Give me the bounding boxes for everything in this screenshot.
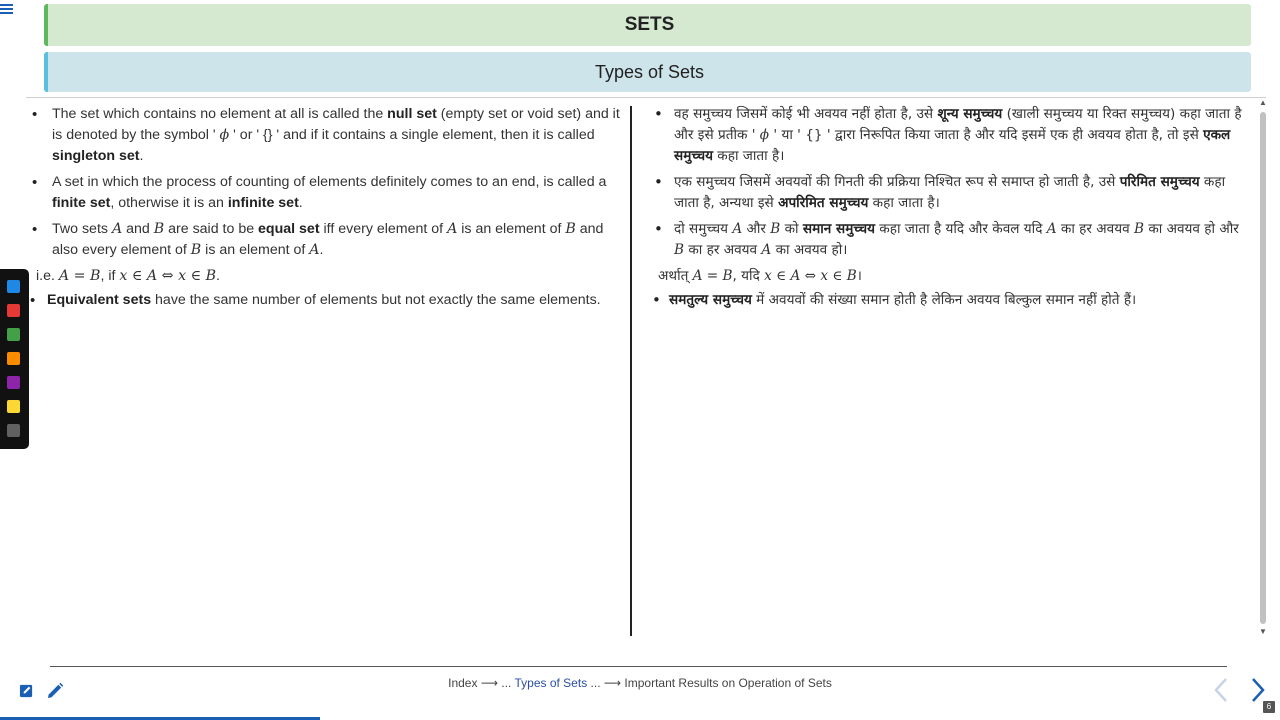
breadcrumb-current[interactable]: Types of Sets bbox=[514, 676, 588, 690]
list-item-equal-set-hindi: • दो समुच्चय A और B को समान समुच्चय कहा जाता है यदि और केवल यदि A का हर अवयव B का अवयव हो और B का हर अवयव A का अवयव हो। bbox=[652, 219, 1246, 261]
color-swatch-gray[interactable] bbox=[7, 424, 20, 437]
list-item-equal-set: • Two sets A and B are said to be equal set iff every element of A is an element of B and also every element of B is an element of A. bbox=[30, 219, 622, 261]
breadcrumb: Index ⟶ ... Types of Sets ... ⟶ Important Results on Operation of Sets bbox=[448, 676, 832, 690]
color-swatch-red[interactable] bbox=[7, 304, 20, 317]
breadcrumb-arrow-icon-2: ⟶ bbox=[603, 676, 622, 690]
breadcrumb-next[interactable]: Important Results on Operation of Sets bbox=[624, 676, 832, 690]
english-list-2 bbox=[30, 290, 622, 311]
color-swatch-yellow[interactable] bbox=[7, 400, 20, 413]
previous-slide-arrow-icon[interactable] bbox=[1210, 676, 1232, 704]
next-slide-arrow-icon[interactable] bbox=[1247, 676, 1269, 704]
color-swatch-green[interactable] bbox=[7, 328, 20, 341]
menu-icon[interactable] bbox=[0, 2, 14, 16]
page-title-text: SETS bbox=[624, 14, 675, 35]
color-swatch-orange[interactable] bbox=[7, 352, 20, 365]
column-divider bbox=[630, 106, 632, 636]
page-title bbox=[44, 4, 1251, 46]
footer-rule bbox=[50, 666, 1227, 667]
hindi-list bbox=[652, 104, 1246, 261]
hindi-column bbox=[652, 104, 1246, 316]
list-item-null-set-hindi: • वह समुच्चय जिसमें कोई भी अवयव नहीं होता है, उसे शून्य समुच्चय (खाली समुच्चय या रिक्त समुच्चय) कहा जाता है और इसे प्रतीक ' ϕ ' या ' {} ' द्वारा निरूपित किया जाता है और यदि इसमें एक ही अवयव होता है, तो इसे एकल समुच्चय कहा जाता है। bbox=[652, 104, 1246, 167]
page-number-badge: 6 bbox=[1263, 701, 1275, 713]
list-item-equivalent-sets-hindi: • समतुल्य समुच्चय में अवयवों की संख्या समान होती है लेकिन अवयव बिल्कुल समान नहीं होते हैं। bbox=[652, 290, 1246, 311]
list-item-equivalent-sets: • Equivalent sets have the same number of elements but not exactly the same elements. bbox=[30, 290, 622, 311]
list-item-null-set: • The set which contains no element at all is called the null set (empty set or void set) and it is denoted by the symbol ' ϕ ' or ' {} ' and if it contains a single element, then it is called singleton set. bbox=[30, 104, 622, 167]
edit-note-icon[interactable] bbox=[19, 683, 34, 698]
list-item-finite-set-hindi: • एक समुच्चय जिसमें अवयवों की गिनती की प्रक्रिया निश्चित रूप से समाप्त हो जाती है, उसे परिमित समुच्चय कहा जाता है, अन्यथा इसे अपरिमित समुच्चय कहा जाता है। bbox=[652, 172, 1246, 214]
english-list bbox=[30, 104, 622, 261]
breadcrumb-arrow-icon: ⟶ bbox=[480, 676, 499, 690]
equal-set-condition: i.e. A = B, if x ∈ A ⇔ x ∈ B. bbox=[36, 268, 220, 284]
scrollbar-thumb[interactable] bbox=[1260, 112, 1266, 624]
scroll-down-arrow-icon[interactable]: ▼ bbox=[1259, 627, 1267, 636]
scroll-up-arrow-icon[interactable]: ▲ bbox=[1259, 98, 1267, 107]
color-swatch-blue[interactable] bbox=[7, 280, 20, 293]
section-title-text: Types of Sets bbox=[594, 61, 705, 82]
english-column bbox=[30, 104, 622, 316]
equal-set-condition-hindi: अर्थात् A = B, यदि x ∈ A ⇔ x ∈ B। bbox=[658, 268, 862, 284]
breadcrumb-index[interactable]: Index bbox=[448, 676, 478, 690]
pencil-icon[interactable] bbox=[45, 681, 65, 701]
color-palette bbox=[0, 269, 29, 449]
content-top-rule bbox=[26, 97, 1266, 98]
section-title bbox=[44, 52, 1251, 92]
list-item-finite-set: • A set in which the process of counting of elements definitely comes to an end, is called a finite set, otherwise it is an infinite set. bbox=[30, 172, 622, 214]
hindi-list-2 bbox=[652, 290, 1246, 311]
color-swatch-purple[interactable] bbox=[7, 376, 20, 389]
